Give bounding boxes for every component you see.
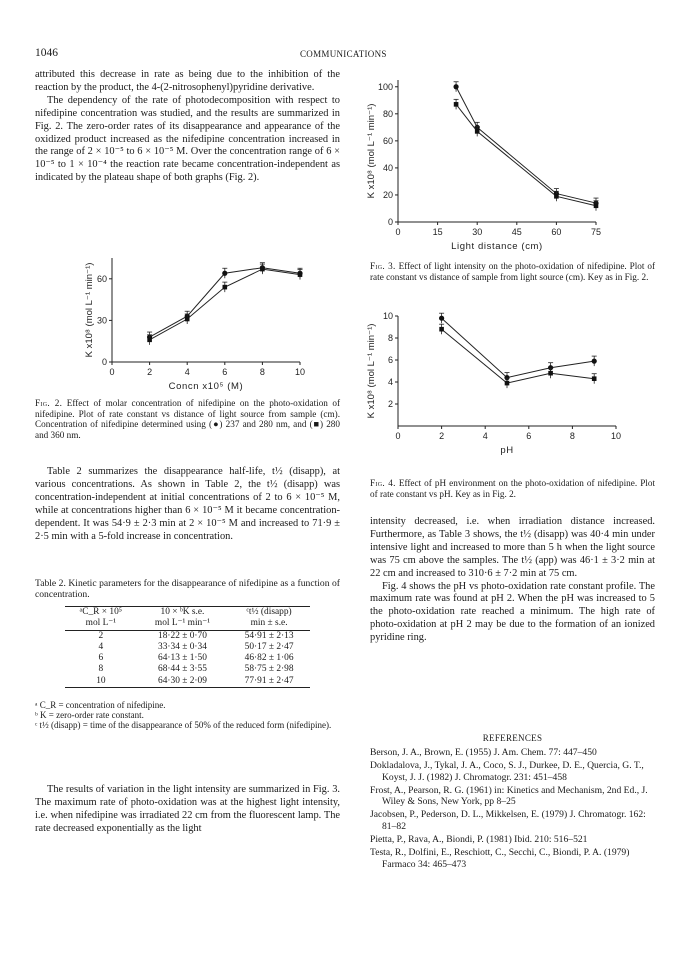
x-axis-label: Concn x10⁵ (M) (168, 381, 244, 392)
x-tick-label: 4 (184, 367, 190, 377)
table-row (65, 676, 310, 688)
reference-item: Pietta, P., Rava, A., Biondi, P. (1981) Ibid. 210: 516–521 (370, 834, 588, 846)
x-tick-label: 2 (439, 431, 445, 441)
table-cell: 4 (98, 641, 104, 652)
x-tick-label: 15 (432, 227, 443, 237)
caption-text: Effect of pH environment on the photo-oxidation of nifedipine. Plot of rate constant vs pH. Key as in Fig. 2. (370, 478, 656, 499)
y-tick-label: 0 (387, 217, 393, 227)
y-tick-label: 6 (387, 355, 393, 365)
fig2-chart (80, 250, 310, 392)
table-row (65, 630, 310, 642)
x-tick-label: 10 (294, 367, 306, 377)
fig4-chart (362, 308, 627, 470)
y-tick-label: 30 (96, 315, 107, 326)
y-tick-label: 2 (387, 399, 393, 409)
table-unit: min ± s.e. (250, 618, 288, 629)
x-tick-label: 2 (147, 367, 153, 377)
y-tick-label: 20 (382, 189, 393, 200)
x-tick-label: 75 (590, 227, 602, 237)
y-axis-label: K x10⁸ (mol L⁻¹ min⁻¹) (366, 323, 377, 419)
x-tick-label: 8 (569, 431, 575, 441)
data-point (454, 102, 459, 107)
y-axis-label: K x10⁸ (mol L⁻¹ min⁻¹) (366, 103, 377, 199)
table-cell: 8 (98, 664, 104, 675)
table-cell: 6 (98, 653, 104, 664)
series-line (150, 269, 300, 340)
table-cell: 77·91 ± 2·47 (244, 675, 294, 686)
y-tick-label: 80 (382, 108, 393, 119)
x-tick-label: 45 (511, 227, 522, 237)
table-footnote: ᵃ C_R = concentration of nifedipine. (35, 700, 166, 711)
fig2-caption (35, 398, 340, 440)
caption-label: Fig. 4. (370, 478, 396, 488)
data-point (554, 194, 559, 199)
x-axis-label: Light distance (cm) (451, 241, 543, 252)
y-tick-label: 10 (382, 311, 393, 321)
series-line (456, 87, 596, 203)
table-row (65, 642, 310, 653)
fig3-caption (370, 261, 655, 282)
reference-item: Testa, R., Dolfini, E., Reschiott, C., Secchi, C., Biondi, P. A. (1979) Farmaco 34: 465–473 (370, 847, 630, 870)
table-row (65, 664, 310, 675)
caption-text: Effect of molar concentration of nifedipine on the photo-oxidation of nifedipine. Plot of rate constant vs distance of light source from sample (cm). Concentration of nifedipine determined using (●) 237 and 280 nm, and (■) 280 and 360 nm. (35, 398, 341, 440)
caption-label: Fig. 3. (370, 261, 396, 271)
data-point (223, 285, 228, 290)
table-cell: 10 (96, 675, 106, 686)
y-tick-label: 60 (96, 273, 107, 284)
paragraph: attributed this decrease in rate as being due to the inhibition of the reaction by the product, the 4-(2-nitrosophenyl)pyridine derivative. (35, 69, 340, 93)
table-header: ᵃC_R × 10⁵ (79, 607, 123, 617)
reference-item: Jacobsen, P., Pederson, D. L., Mikkelsen, E. (1979) J. Chromatogr. 162: 81–82 (370, 809, 646, 832)
paragraph: Fig. 4 shows the pH vs photo-oxidation rate constant profile. The maximum rate was found at pH 2. When the pH was increased to 5 the photo-oxidation rate reached a minimum. The high rate of photo-oxidation at pH 2 may be due to the formation of an ionized pyridine ring. (370, 580, 655, 644)
reference-item: Dokladalova, J., Tykal, J. A., Coco, S. J., Durkee, D. E., Quercia, G. T., Koyst, J. J. (1982) J. Chromatogr. 231: 451–458 (370, 760, 644, 783)
data-point (439, 327, 444, 332)
fig3-chart (362, 72, 612, 254)
data-point (147, 338, 152, 343)
table-cell: 64·30 ± 2·09 (158, 675, 207, 686)
caption-label: Fig. 2. (35, 398, 63, 408)
table-row (65, 653, 310, 664)
x-tick-label: 0 (395, 227, 401, 237)
table-cell: 68·44 ± 3·55 (158, 664, 207, 675)
data-point (453, 84, 458, 89)
table2-title: Table 2. Kinetic parameters for the disappearance of nifedipine as a function of concentration. (35, 578, 340, 600)
fig4-caption (370, 478, 655, 499)
running-title: COMMUNICATIONS (300, 49, 387, 59)
page-number: 1046 (35, 47, 58, 59)
x-tick-label: 4 (482, 431, 488, 441)
table2 (35, 578, 340, 731)
table-unit: mol L⁻¹ min⁻¹ (154, 618, 211, 629)
table-cell: 2 (98, 630, 104, 641)
table-cell: 18·22 ± 0·70 (158, 630, 207, 641)
paragraph: The dependency of the rate of photodecomposition with respect to nifedipine concentration was studied, and the results are summarized in Fig. 2. The zero-order rates of its disappearance and appearance of the oxidized product increased as the nifedipine concentration increased in the range of 2 × 10⁻⁵ to 6 × 10⁻⁵ M. Over the concentration range of 6 × 10⁻⁵ to 1 × 10⁻⁴ the reaction rate became concentration-independent as indicated by the plateau shape of both graphs (Fig. 2). (35, 94, 340, 184)
paragraph: intensity decreased, i.e. when irradiation distance increased. Furthermore, as Table 3 shows, the t½ (disapp) was 40·4 min under intensive light and increased to more than 5 h when the light source was 75 cm above the samples. The t½ (app) was 46·1 ± 3·2 min at 22 cm and increased to 310·6 ± 7·2 min at 75 cm. (370, 516, 655, 579)
paragraph: The results of variation in the light intensity are summarized in Fig. 3. The maximum rate of photo-oxidation was at the highest light intensity, i.e. when nifedipine was irradiated 22 cm from the fluorescent lamp. The rate decreased exponentially as the light (35, 784, 340, 834)
y-tick-label: 0 (101, 357, 107, 367)
table-cell: 54·91 ± 2·13 (244, 630, 294, 641)
table-cell: 58·75 ± 2·98 (244, 664, 294, 675)
x-axis-label: pH (500, 445, 514, 456)
x-tick-label: 60 (551, 227, 562, 237)
y-tick-label: 60 (382, 135, 393, 146)
x-tick-label: 0 (109, 367, 115, 377)
table-cell: 46·82 ± 1·06 (244, 653, 294, 664)
table-unit: mol L⁻¹ (85, 618, 117, 629)
data-point (298, 272, 303, 277)
data-point (592, 359, 597, 364)
data-point (505, 381, 510, 386)
paragraph: Table 2 summarizes the disappearance half-life, t½ (disapp), at various concentrations. As shown in Table 2, the t½ (disapp) was concentration-independent at initial concentrations of 2 to 6 × 10⁻⁵ M, while at concentrations higher than 6 × 10⁻⁵ M it became concentration-dependent. It was 54·9 ± 2·3 min at 2 × 10⁻⁵ M and increased to 71·9 ± 2·5 min with a 5-fold increase in concentration. (35, 466, 340, 542)
reference-item: Frost, A., Pearson, R. G. (1961) in: Kinetics and Mechanism, 2nd Ed., J. Wiley & Sons, New York, pp 8–25 (370, 784, 648, 808)
y-axis-label: K x10⁸ (mol L⁻¹ min⁻¹) (84, 262, 95, 358)
table-footnote: ᶜ t½ (disapp) = time of the disappearance of 50% of the reduced form (nifedipine). (35, 720, 332, 731)
series-line (456, 104, 596, 205)
table-cell: 64·13 ± 1·50 (158, 653, 207, 664)
left-column-mid (35, 466, 340, 543)
data-point (548, 371, 553, 376)
table2-grid (65, 606, 310, 688)
data-point (594, 203, 599, 208)
table-cell: 50·17 ± 2·47 (244, 641, 294, 652)
y-tick-label: 4 (387, 377, 393, 387)
left-column-bottom (35, 784, 340, 836)
data-point (185, 317, 190, 322)
x-tick-label: 30 (472, 227, 483, 237)
x-tick-label: 10 (610, 431, 622, 441)
references (370, 733, 655, 872)
data-point (260, 267, 265, 272)
y-tick-label: 40 (382, 162, 393, 173)
reference-item: Berson, J. A., Brown, E. (1955) J. Am. Chem. 77: 447–450 (370, 747, 597, 758)
x-tick-label: 6 (526, 431, 532, 441)
table-footnote: ᵇ K = zero-order rate constant. (35, 710, 144, 721)
right-column-text (370, 516, 655, 645)
caption-text: Effect of light intensity on the photo-oxidation of nifedipine. Plot of rate constant vs distance of sample from light source (cm). Key as in Fig. 2. (370, 261, 656, 282)
table-header: ᶜt½ (disapp) (246, 607, 292, 617)
x-tick-label: 0 (395, 431, 401, 441)
left-column-top (35, 69, 340, 185)
data-point (439, 316, 444, 321)
table-header: 10 × ᵇK s.e. (160, 607, 205, 617)
data-point (222, 271, 227, 276)
references-heading: REFERENCES (482, 733, 543, 743)
x-tick-label: 6 (222, 367, 228, 377)
data-point (592, 376, 597, 381)
y-tick-label: 100 (377, 81, 393, 92)
y-tick-label: 8 (387, 333, 393, 343)
x-tick-label: 8 (259, 367, 265, 377)
table-cell: 33·34 ± 0·34 (158, 641, 207, 652)
data-point (475, 129, 480, 134)
